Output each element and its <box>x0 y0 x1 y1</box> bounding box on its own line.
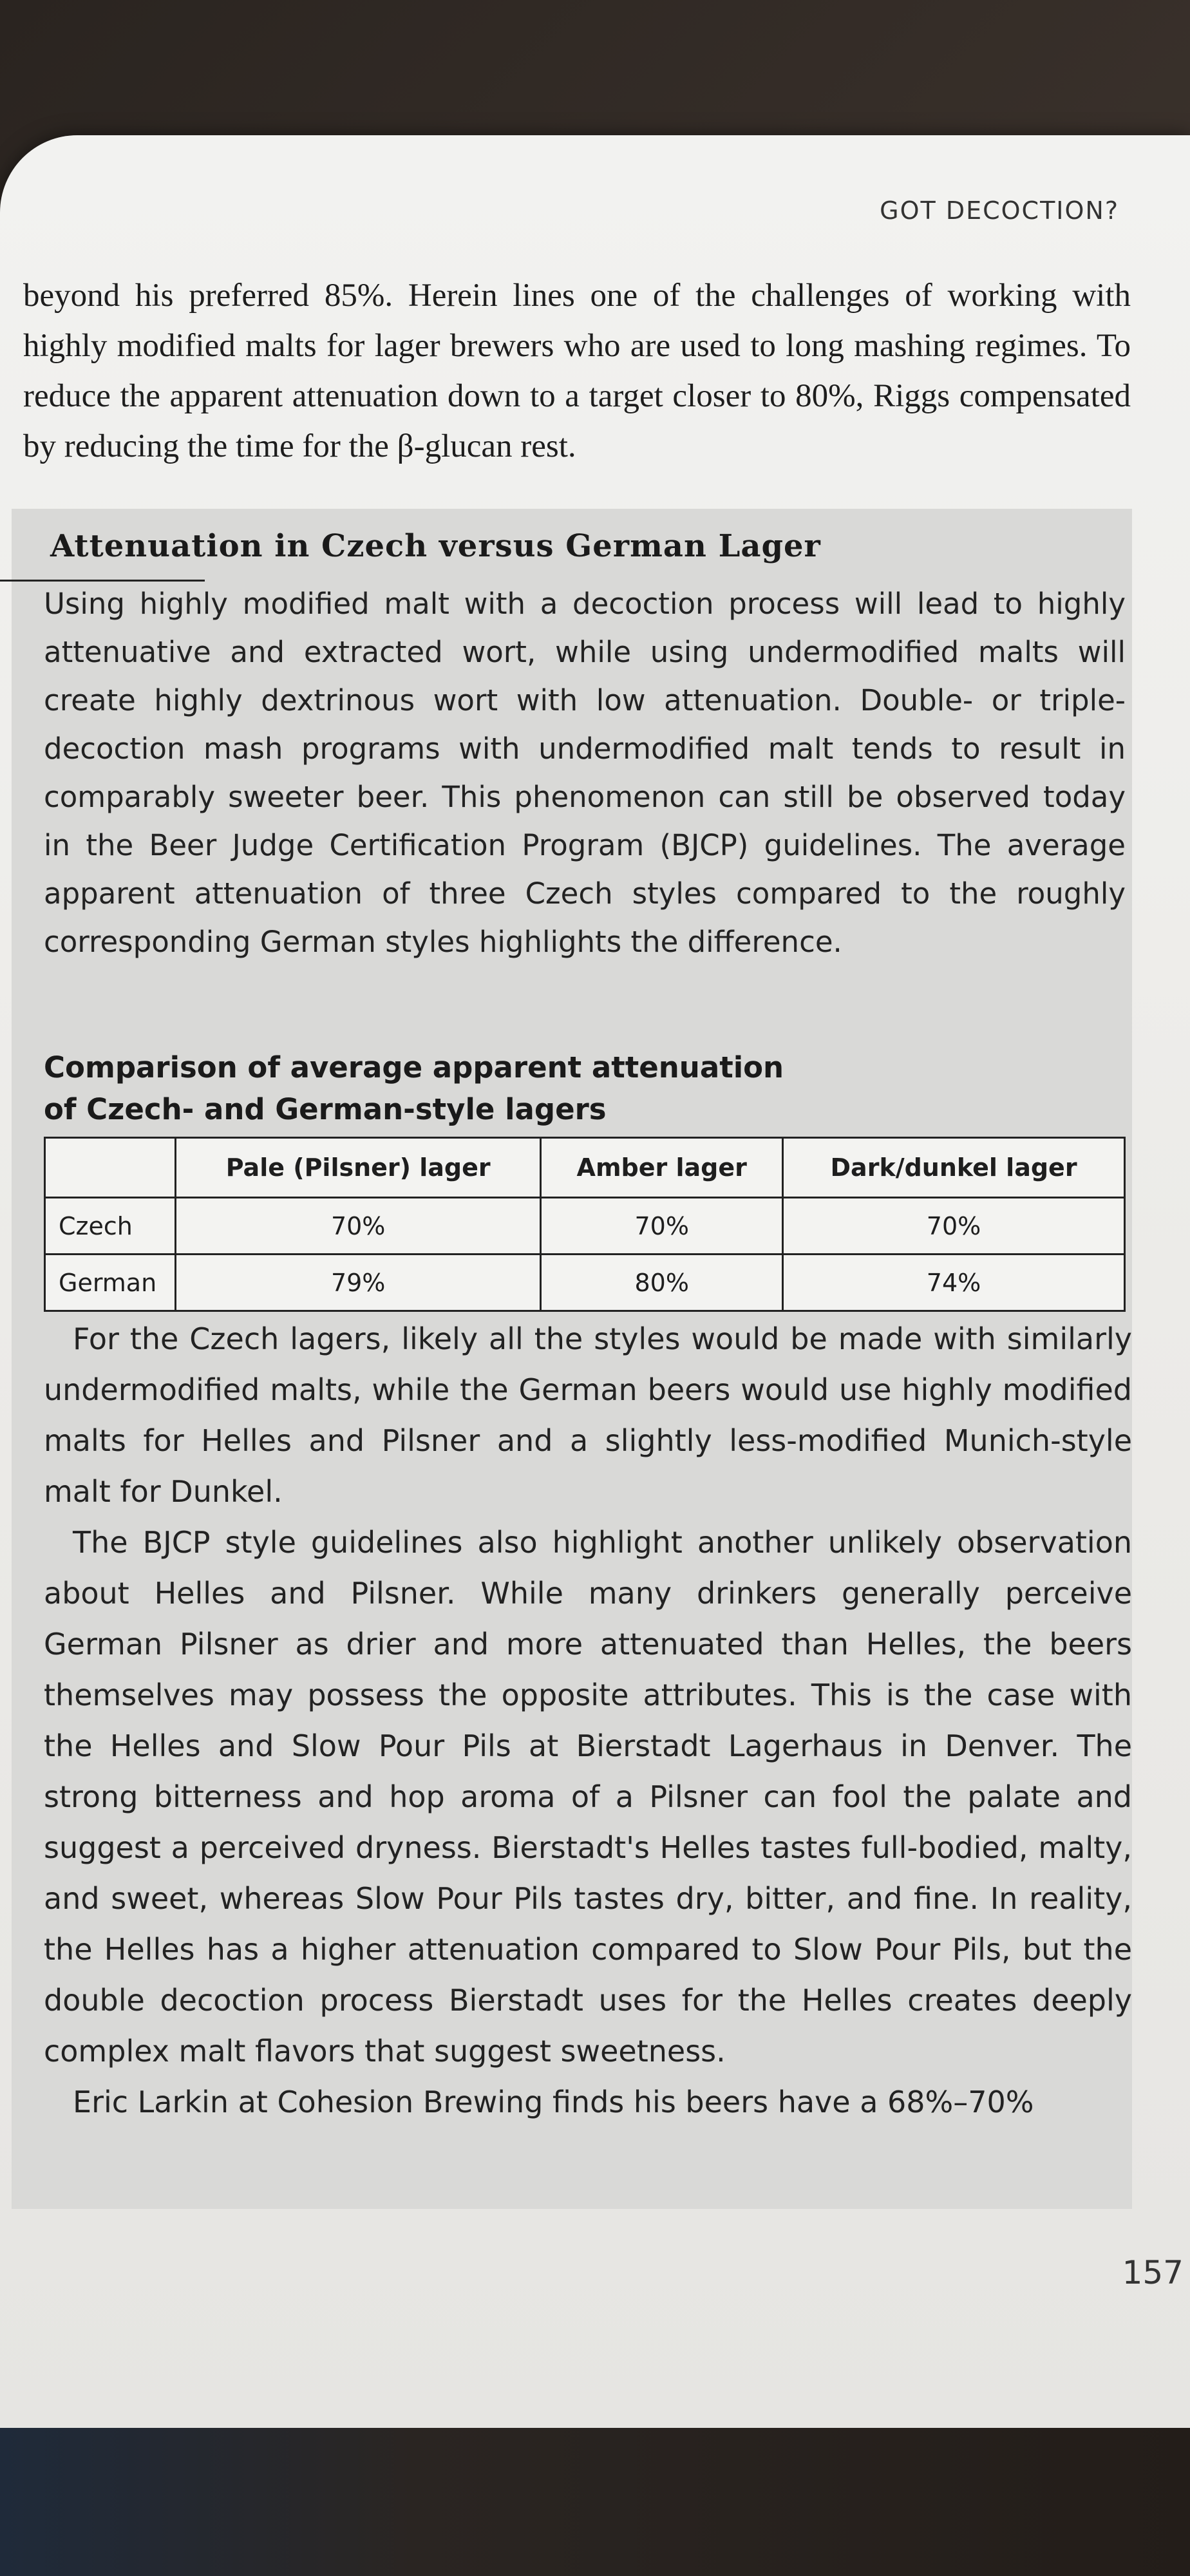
table-cell: 80% <box>541 1255 783 1311</box>
table-caption: Comparison of average apparent attenuation of Czech- and German-style lagers <box>44 1050 784 1126</box>
table-row-label: German <box>45 1255 176 1311</box>
background-surface <box>0 2428 1190 2576</box>
table-row <box>45 1255 1125 1311</box>
table-cell: 70% <box>783 1198 1125 1255</box>
body-paragraph: The BJCP style guidelines also highlight another unlikely observation about Helles and Pilsner. While many drinkers generally perceive German Pilsner as drier and more attenuated than Helles, the beers themselves may possess the opposite attributes. This is the case with the Helles and Slow Pour Pils at Bierstadt Lagerhaus in Denver. The strong bitterness and hop aroma of a Pilsner can fool the palate and suggest a perceived dryness. Bierstadt's Helles tastes full-bodied, malty, and sweet, whereas Slow Pour Pils tastes dry, bitter, and fine. In reality, the Helles has a higher attenuation compared to Slow Pour Pils, but the double decoction process Bierstadt uses for the Helles creates deeply complex malt flavors that suggest sweetness. <box>44 1525 1132 2069</box>
sidebar-title: Attenuation in Czech versus German Lager <box>50 528 821 564</box>
table-header-cell <box>45 1138 176 1198</box>
sidebar-body <box>44 1314 1132 2128</box>
table-cell: 70% <box>541 1198 783 1255</box>
table-header-cell: Pale (Pilsner) lager <box>176 1138 541 1198</box>
table-row-label: Czech <box>45 1198 176 1255</box>
table-cell: 74% <box>783 1255 1125 1311</box>
table-header-cell: Amber lager <box>541 1138 783 1198</box>
running-head: GOT DECOCTION? <box>880 196 1119 225</box>
table-cell: 70% <box>176 1198 541 1255</box>
table-header-cell: Dark/dunkel lager <box>783 1138 1125 1198</box>
table-cell: 79% <box>176 1255 541 1311</box>
table-header-row <box>45 1138 1125 1198</box>
sidebar-box <box>12 509 1132 2209</box>
body-paragraph: Eric Larkin at Cohesion Brewing finds his beers have a 68%–70% <box>73 2085 1034 2119</box>
table-row <box>45 1198 1125 1255</box>
sidebar-text: Using highly modified malt with a decoction process will lead to highly attenuative and extracted wort, while using undermodified malts will create highly dextrinous wort with low attenuation. Double- or triple-decoction mash programs with undermodified malt tends to result in comparably sweeter beer. This phenomenon can still be observed today in the Beer Judge Certification Program (BJCP) guidelines. The average apparent attenuation of three Czech styles compared to the roughly corresponding German styles highlights the difference. <box>44 587 1126 959</box>
page-number: 157 <box>1122 2254 1184 2291</box>
attenuation-table <box>44 1137 1126 1312</box>
body-paragraph: For the Czech lagers, likely all the styles would be made with similarly undermodified malts, while the German beers would use highly modified malts for Helles and Pilsner and a slightly less-modified Munich-style malt for Dunkel. <box>44 1321 1132 1509</box>
intro-paragraph: beyond his preferred 85%. Herein lines one of the challenges of working with highly modified malts for lager brewers who are used to long mashing regimes. To reduce the apparent attenuation down to a target closer to 80%, Riggs compensated by reducing the time for the β-glucan rest. <box>23 278 1131 464</box>
